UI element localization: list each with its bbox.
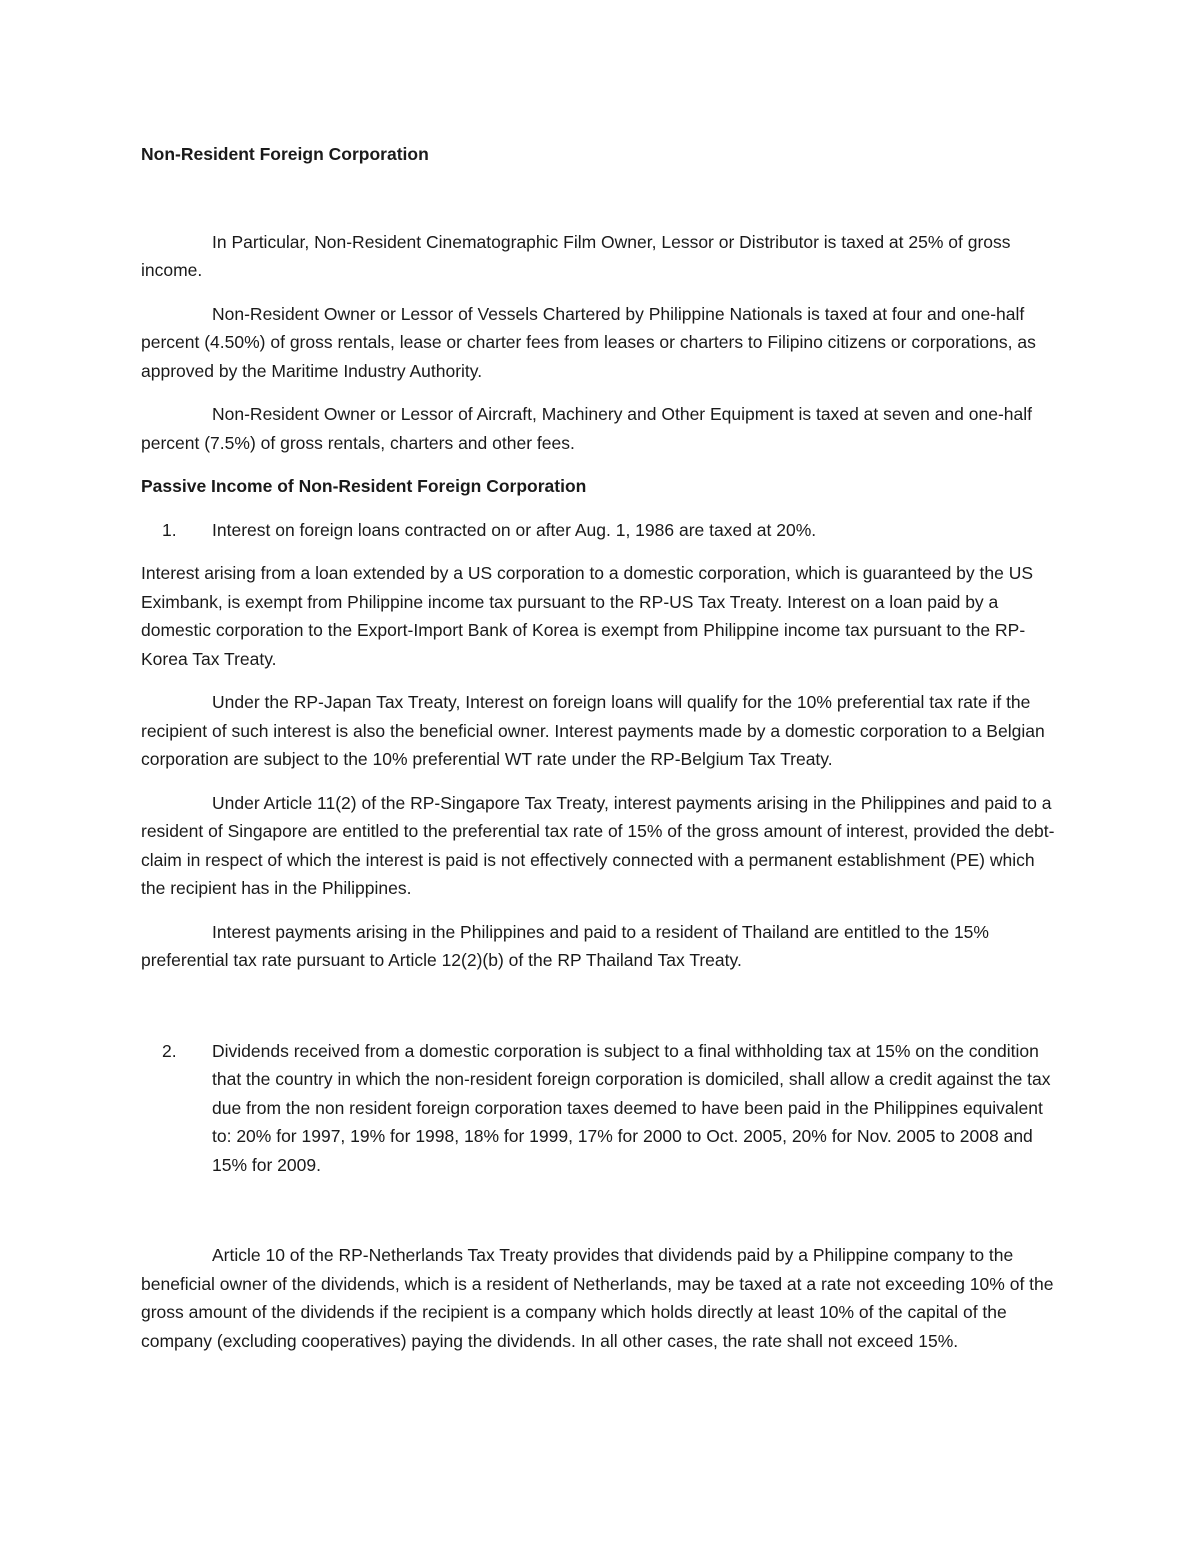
paragraph-japan-belgium-treaty: Under the RP-Japan Tax Treaty, Interest on foreign loans will qualify for the 10% preferential tax rate if the recipient of such interest is also the beneficial owner. Interest payments made by a domestic corporation to a Belgian corporation are subject to the 10% preferential WT rate under the RP-Belgium Tax Treaty. bbox=[141, 692, 1045, 769]
list-number: 1. bbox=[162, 519, 177, 540]
list-number: 2. bbox=[162, 1040, 177, 1061]
paragraph-us-korea-treaty: Interest arising from a loan extended by a US corporation to a domestic corporation, which is guaranteed by the US Eximbank, is exempt from Philippine income tax pursuant to the RP-US Tax Treaty. Interest on a loan paid by a domestic corporation to the Export-Import Bank of Korea is exempt from Philippine income tax pursuant to the RP-Korea Tax Treaty. bbox=[141, 563, 1034, 669]
paragraph-thailand-treaty: Interest payments arising in the Philippines and paid to a resident of Thailand are entitled to the 15% preferential tax rate pursuant to Article 12(2)(b) of the RP Thailand Tax Treaty. bbox=[141, 921, 989, 970]
list-item-dividends bbox=[141, 1037, 1059, 1180]
list-item-interest bbox=[141, 516, 1059, 545]
document-page bbox=[141, 140, 1059, 1355]
section-heading-passive-income: Passive Income of Non-Resident Foreign Corporation bbox=[141, 476, 587, 496]
list-item-text: Interest on foreign loans contracted on or after Aug. 1, 1986 are taxed at 20%. bbox=[212, 519, 817, 540]
paragraph-aircraft: Non-Resident Owner or Lessor of Aircraft, Machinery and Other Equipment is taxed at seven and one-half percent (7.5%) of gross rentals, charters and other fees. bbox=[141, 404, 1033, 453]
paragraph-netherlands-treaty: Article 10 of the RP-Netherlands Tax Treaty provides that dividends paid by a Philippine company to the beneficial owner of the dividends, which is a resident of Netherlands, may be taxed at a rate not exceeding 10% of the gross amount of the dividends if the recipient is a company which holds directly at least 10% of the capital of the company (excluding cooperatives) paying the dividends. In all other cases, the rate shall not exceed 15%. bbox=[141, 1245, 1054, 1351]
document-title: Non-Resident Foreign Corporation bbox=[141, 144, 429, 164]
paragraph-singapore-treaty: Under Article 11(2) of the RP-Singapore Tax Treaty, interest payments arising in the Philippines and paid to a resident of Singapore are entitled to the preferential tax rate of 15% of the gross amount of interest, provided the debt-claim in respect of which the interest is paid is not effectively connected with a permanent establishment (PE) which the recipient has in the Philippines. bbox=[141, 792, 1055, 898]
paragraph-vessels: Non-Resident Owner or Lessor of Vessels Chartered by Philippine Nationals is taxed at four and one-half percent (4.50%) of gross rentals, lease or charter fees from leases or charters to Filipino citizens or corporations, as approved by the Maritime Industry Authority. bbox=[141, 303, 1036, 381]
paragraph-film-owner: In Particular, Non-Resident Cinematographic Film Owner, Lessor or Distributor is taxed at 25% of gross income. bbox=[141, 231, 1011, 280]
list-item-text: Dividends received from a domestic corporation is subject to a final withholding tax at 15% on the condition that the country in which the non-resident foreign corporation is domiciled, shall allow a credit against the tax due from the non resident foreign corporation taxes deemed to have been paid in the Philippines equivalent to: 20% for 1997, 19% for 1998, 18% for 1999, 17% for 2000 to Oct. 2005, 20% for Nov. 2005 to 2008 and 15% for 2009. bbox=[212, 1040, 1051, 1175]
